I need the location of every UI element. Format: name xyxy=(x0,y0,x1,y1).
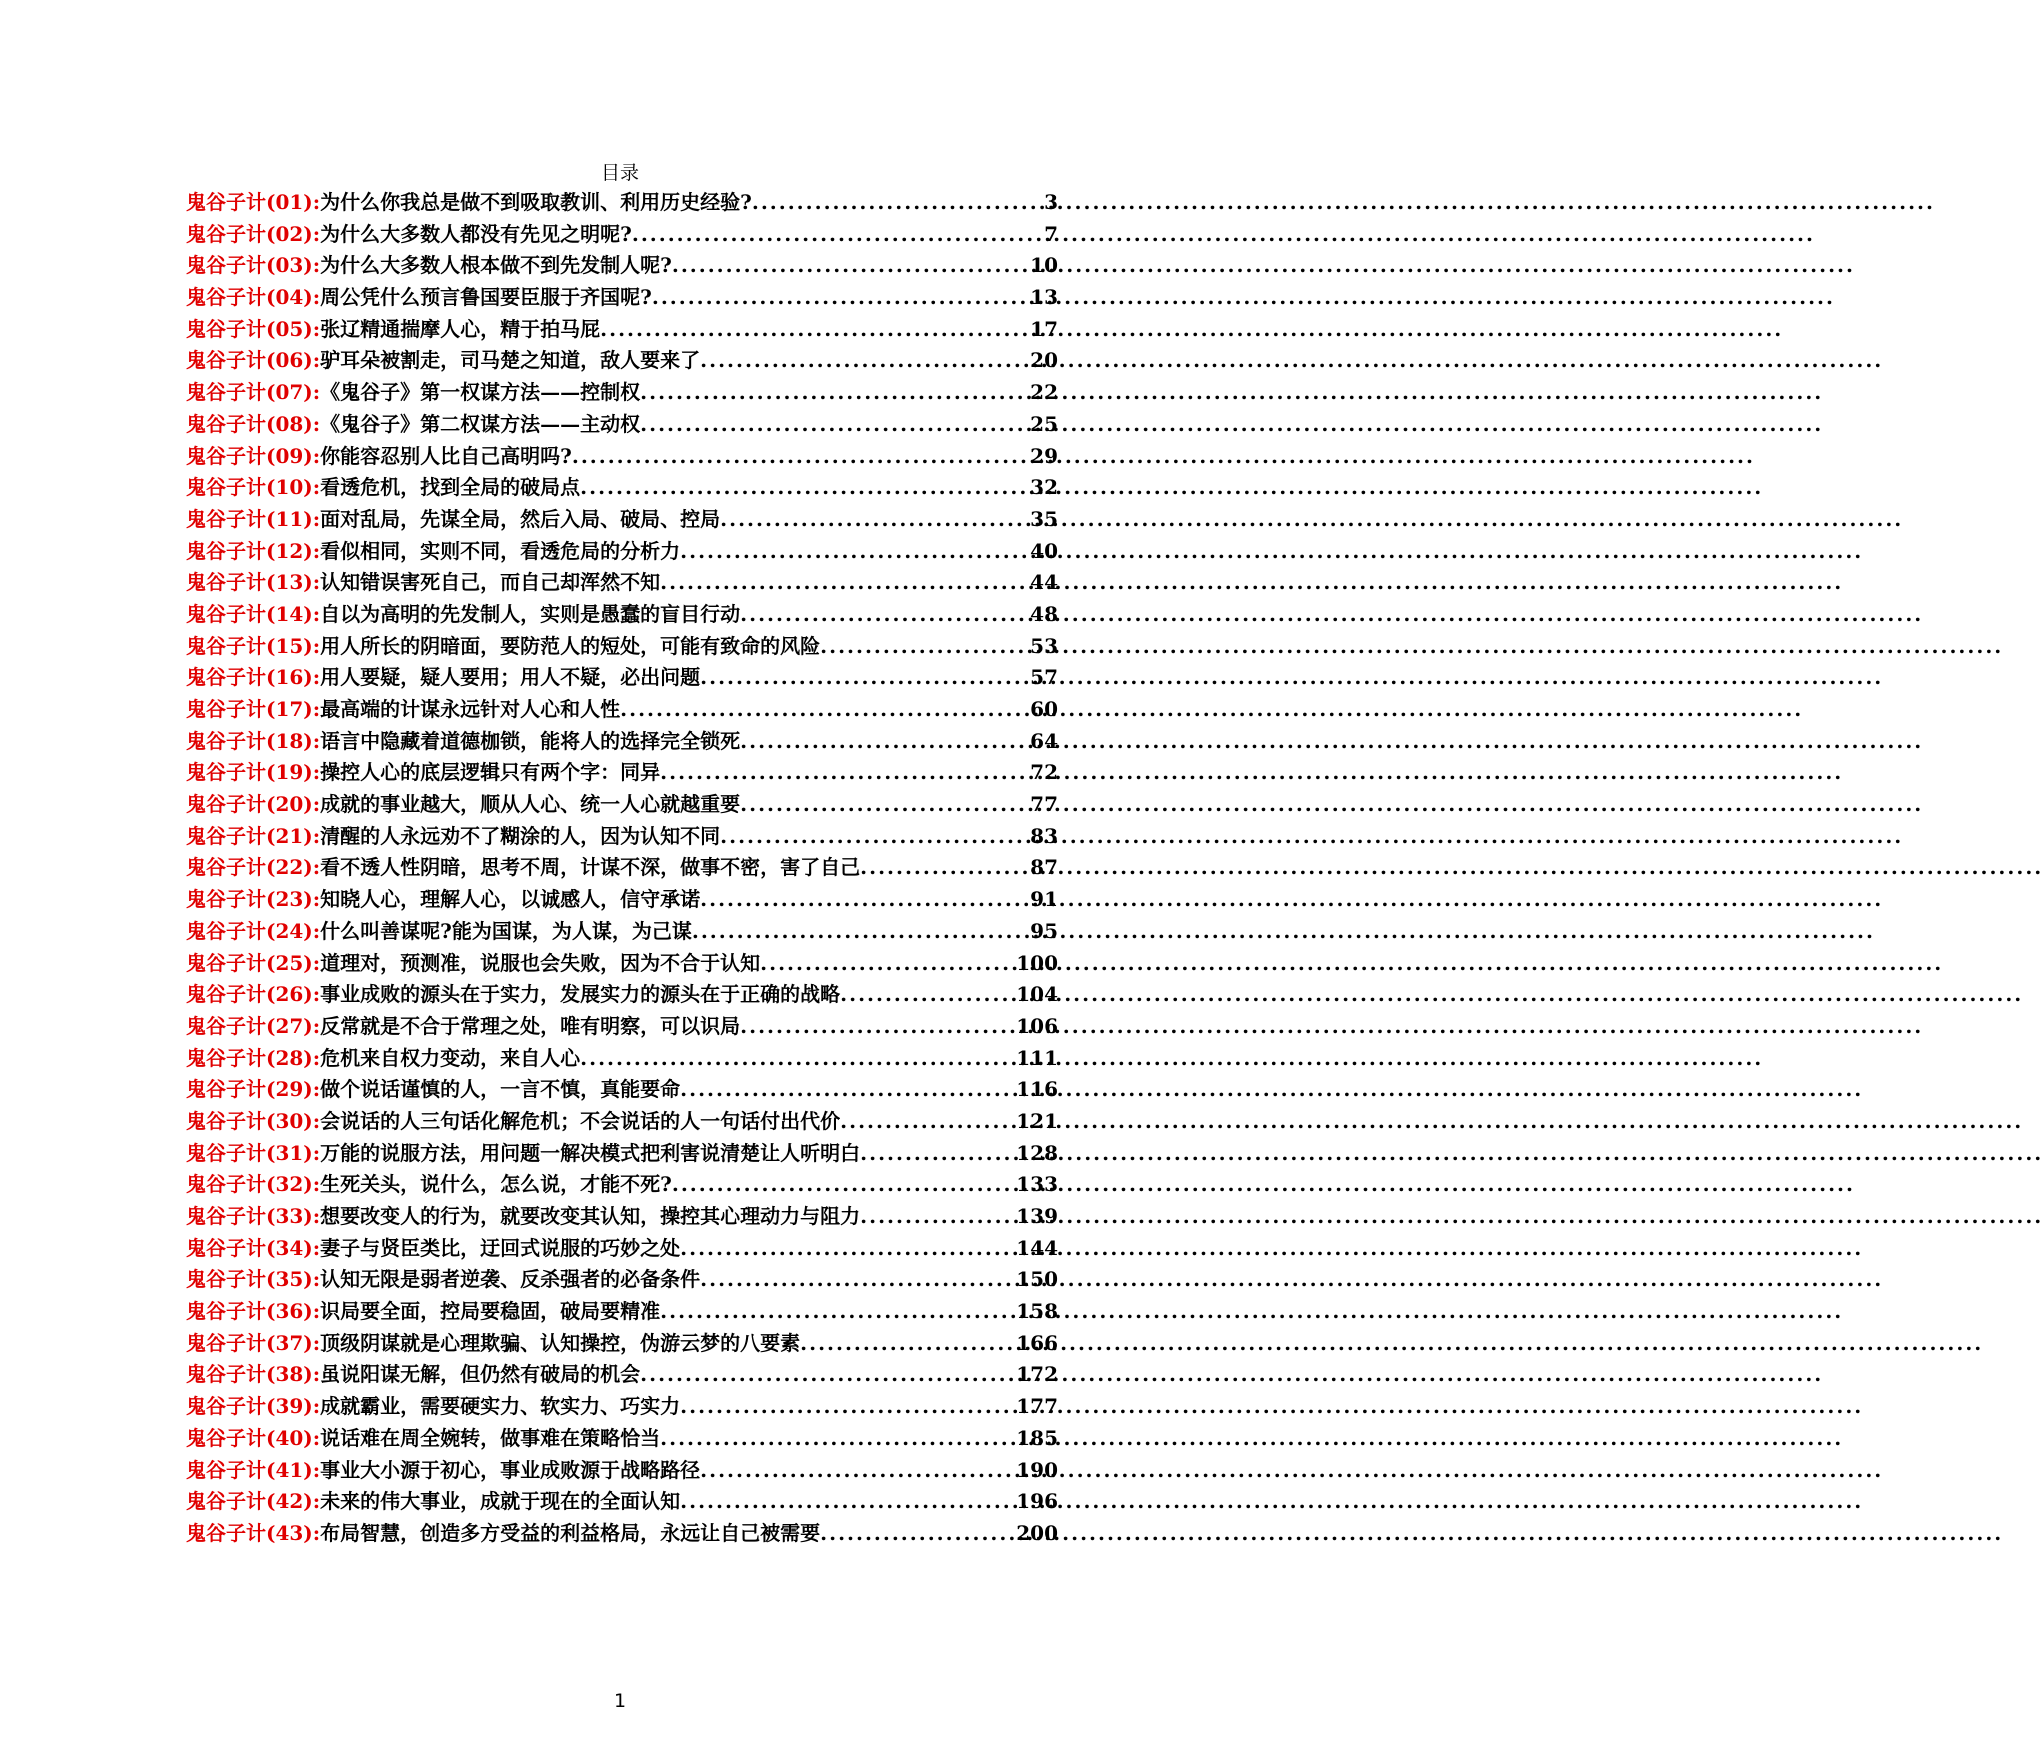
toc-entry-title: 会说话的人三句话化解危机；不会说话的人一句话付出代价 xyxy=(320,1108,841,1133)
toc-entry-title: 用人所长的阴暗面，要防范人的短处，可能有致命的风险 xyxy=(320,633,821,658)
toc-leader-dots xyxy=(840,982,1016,1006)
toc-leader-dots xyxy=(700,1267,1016,1291)
toc-leader-dots xyxy=(700,665,1030,689)
toc-leader-dots xyxy=(640,380,1030,404)
toc-entry-title: 虽说阳谋无解，但仍然有破局的机会 xyxy=(320,1362,641,1387)
toc-entry-prefix: 鬼谷子计(18): xyxy=(186,728,321,753)
toc-entry-page-number: 20 xyxy=(1030,348,1058,373)
toc-entry-title: 知晓人心，理解人心，以诚感人，信守承诺 xyxy=(320,887,701,912)
toc-entry-prefix: 鬼谷子计(29): xyxy=(186,1077,321,1102)
toc-leader-dots xyxy=(700,1458,1016,1482)
toc-entry-page-number: 144 xyxy=(1016,1235,1058,1260)
toc-leader-dots xyxy=(680,1489,1016,1513)
toc-entry-prefix: 鬼谷子计(12): xyxy=(186,538,321,563)
toc-entry[interactable] xyxy=(186,883,1058,915)
toc-entry-title: 妻子与贤臣类比，迂回式说服的巧妙之处 xyxy=(320,1235,681,1260)
toc-entry-title: 危机来自权力变动，来自人心 xyxy=(320,1045,581,1070)
toc-entry-title: 万能的说服方法，用问题一解决模式把利害说清楚让人听明白 xyxy=(320,1140,861,1165)
toc-entry-page-number: 48 xyxy=(1030,601,1058,626)
toc-entry-page-number: 166 xyxy=(1016,1330,1058,1355)
toc-entry[interactable] xyxy=(186,915,1058,947)
toc-entry-prefix: 鬼谷子计(24): xyxy=(186,918,321,943)
toc-entry-prefix: 鬼谷子计(11): xyxy=(186,506,321,531)
toc-leader-dots xyxy=(720,507,1030,531)
toc-entry-page-number: 40 xyxy=(1030,538,1058,563)
toc-leader-dots xyxy=(680,1236,1016,1260)
toc-entry[interactable] xyxy=(186,1137,1058,1169)
toc-entry[interactable] xyxy=(186,376,1058,408)
toc-entry[interactable] xyxy=(186,408,1058,440)
toc-entry-prefix: 鬼谷子计(35): xyxy=(186,1267,321,1292)
toc-entry-page-number: 35 xyxy=(1030,506,1058,531)
toc-entry-page-number: 29 xyxy=(1030,443,1058,468)
toc-entry-title: 顶级阴谋就是心理欺骗、认知操控，伪游云梦的八要素 xyxy=(320,1330,801,1355)
toc-entry-page-number: 57 xyxy=(1030,665,1058,690)
toc-entry[interactable] xyxy=(186,1168,1058,1200)
toc-entry[interactable] xyxy=(186,1358,1058,1390)
toc-entry-prefix: 鬼谷子计(37): xyxy=(186,1330,321,1355)
toc-entry[interactable] xyxy=(186,218,1058,250)
toc-leader-dots xyxy=(752,190,1044,214)
table-of-contents xyxy=(186,186,1058,1549)
toc-entry[interactable] xyxy=(186,1390,1058,1422)
toc-leader-dots xyxy=(692,919,1030,943)
toc-entry-page-number: 60 xyxy=(1030,697,1058,721)
toc-leader-dots xyxy=(700,887,1030,911)
toc-entry-page-number: 196 xyxy=(1016,1489,1058,1514)
toc-entry-title: 为什么大多数人根本做不到先发制人呢? xyxy=(320,253,672,278)
toc-entry-page-number: 121 xyxy=(1016,1108,1058,1133)
toc-entry-title: 识局要全面，控局要稳固，破局要精准 xyxy=(320,1299,661,1324)
toc-entry-prefix: 鬼谷子计(06): xyxy=(186,348,321,373)
toc-entry[interactable] xyxy=(186,788,1058,820)
toc-entry-prefix: 鬼谷子计(04): xyxy=(186,285,321,310)
toc-entry-title: 事业大小源于初心，事业成败源于战略路径 xyxy=(320,1457,701,1482)
toc-entry-page-number: 32 xyxy=(1030,475,1058,500)
toc-entry-title: 操控人心的底层逻辑只有两个字：同异 xyxy=(320,760,661,785)
toc-entry-page-number: 25 xyxy=(1030,411,1058,436)
toc-entry-prefix: 鬼谷子计(20): xyxy=(186,792,321,817)
toc-entry[interactable] xyxy=(186,281,1058,313)
toc-entry-title: 反常就是不合于常理之处，唯有明察，可以识局 xyxy=(320,1013,741,1038)
toc-leader-dots xyxy=(740,729,1030,753)
toc-entry-title: 看似相同，实则不同，看透危局的分析力 xyxy=(320,538,681,563)
toc-entry-page-number: 133 xyxy=(1016,1172,1058,1197)
toc-entry-page-number: 116 xyxy=(1016,1077,1058,1102)
toc-leader-dots xyxy=(820,1521,1016,1545)
toc-entry-title: 看透危机，找到全局的破局点 xyxy=(320,475,581,500)
toc-entry[interactable] xyxy=(186,1517,1058,1549)
toc-entry-page-number: 77 xyxy=(1030,792,1058,817)
toc-leader-dots xyxy=(680,1394,1016,1418)
toc-entry-prefix: 鬼谷子计(16): xyxy=(186,665,321,690)
toc-entry-title: 周公凭什么预言鲁国要臣服于齐国呢? xyxy=(320,285,652,310)
toc-entry-page-number: 150 xyxy=(1016,1267,1058,1292)
toc-entry-title: 布局智慧，创造多方受益的利益格局，永远让自己被需要 xyxy=(320,1520,821,1545)
toc-entry-title: 《鬼谷子》第一权谋方法——控制权 xyxy=(320,380,641,405)
toc-entry-title: 认知错误害死自己，而自己却浑然不知 xyxy=(320,570,661,595)
toc-leader-dots xyxy=(660,1299,1016,1323)
toc-entry-prefix: 鬼谷子计(13): xyxy=(186,570,321,595)
toc-entry[interactable] xyxy=(186,1454,1058,1486)
toc-entry-title: 成就霸业，需要硬实力、软实力、巧实力 xyxy=(320,1394,681,1419)
page-number: 1 xyxy=(613,1690,627,1712)
toc-leader-dots xyxy=(720,824,1030,848)
toc-entry-page-number: 158 xyxy=(1016,1299,1058,1324)
toc-entry-title: 事业成败的源头在于实力，发展实力的源头在于正确的战略 xyxy=(320,982,841,1007)
toc-entry-title: 语言中隐藏着道德枷锁，能将人的选择完全锁死 xyxy=(320,728,741,753)
toc-entry-title: 最高端的计谋永远针对人心和人性 xyxy=(320,697,621,721)
toc-entry[interactable] xyxy=(186,440,1058,472)
toc-entry-prefix: 鬼谷子计(19): xyxy=(186,760,321,785)
toc-leader-dots xyxy=(580,1046,1016,1070)
toc-entry[interactable] xyxy=(186,693,1058,725)
toc-entry-prefix: 鬼谷子计(15): xyxy=(186,633,321,658)
toc-entry-page-number: 106 xyxy=(1016,1013,1058,1038)
toc-entry[interactable] xyxy=(186,566,1058,598)
toc-entry-prefix: 鬼谷子计(02): xyxy=(186,221,321,246)
toc-leader-dots xyxy=(652,285,1030,309)
toc-entry[interactable] xyxy=(186,1485,1058,1517)
toc-leader-dots xyxy=(700,348,1030,372)
toc-entry-page-number: 87 xyxy=(1030,855,1058,880)
toc-entry-page-number: 13 xyxy=(1030,285,1058,310)
toc-entry-page-number: 10 xyxy=(1030,253,1058,278)
toc-leader-dots xyxy=(800,1331,1016,1355)
toc-entry-page-number: 172 xyxy=(1016,1362,1058,1387)
toc-entry-prefix: 鬼谷子计(41): xyxy=(186,1457,321,1482)
toc-entry[interactable] xyxy=(186,630,1058,662)
toc-entry-title: 成就的事业越大，顺从人心、统一人心就越重要 xyxy=(320,792,741,817)
toc-leader-dots xyxy=(740,792,1030,816)
toc-leader-dots xyxy=(740,1014,1016,1038)
toc-entry-title: 认知无限是弱者逆袭、反杀强者的必备条件 xyxy=(320,1267,701,1292)
toc-leader-dots xyxy=(820,634,1030,658)
toc-entry-page-number: 91 xyxy=(1030,887,1058,912)
toc-entry-page-number: 185 xyxy=(1016,1425,1058,1450)
toc-entry[interactable] xyxy=(186,313,1058,345)
toc-entry-title: 什么叫善谋呢?能为国谋，为人谋，为己谋 xyxy=(320,918,692,943)
toc-entry[interactable] xyxy=(186,725,1058,757)
toc-entry[interactable] xyxy=(186,471,1058,503)
toc-entry-title: 为什么大多数人都没有先见之明呢? xyxy=(320,221,632,246)
toc-entry[interactable] xyxy=(186,978,1058,1010)
toc-entry-page-number: 17 xyxy=(1030,316,1058,341)
toc-entry-page-number: 104 xyxy=(1016,982,1058,1007)
toc-entry-title: 为什么你我总是做不到吸取教训、利用历史经验? xyxy=(320,190,752,214)
toc-entry-title: 说话难在周全婉转，做事难在策略恰当 xyxy=(320,1425,661,1450)
toc-leader-dots xyxy=(840,1109,1016,1133)
toc-entry-page-number: 177 xyxy=(1016,1394,1058,1419)
toc-entry[interactable] xyxy=(186,249,1058,281)
toc-entry[interactable] xyxy=(186,598,1058,630)
toc-leader-dots xyxy=(680,539,1030,563)
toc-entry-prefix: 鬼谷子计(10): xyxy=(186,475,321,500)
toc-leader-dots xyxy=(640,412,1030,436)
toc-entry-prefix: 鬼谷子计(25): xyxy=(186,950,321,975)
toc-leader-dots xyxy=(672,1172,1016,1196)
toc-entry-prefix: 鬼谷子计(36): xyxy=(186,1299,321,1324)
toc-entry[interactable] xyxy=(186,1327,1058,1359)
toc-entry-prefix: 鬼谷子计(03): xyxy=(186,253,321,278)
toc-entry-prefix: 鬼谷子计(39): xyxy=(186,1394,321,1419)
toc-entry[interactable] xyxy=(186,947,1058,979)
toc-entry-title: 面对乱局，先谋全局，然后入局、破局、控局 xyxy=(320,506,721,531)
toc-entry-page-number: 190 xyxy=(1016,1457,1058,1482)
toc-entry-title: 你能容忍别人比自己高明吗? xyxy=(320,443,572,468)
toc-entry[interactable] xyxy=(186,1200,1058,1232)
toc-leader-dots xyxy=(760,951,1016,975)
toc-entry-prefix: 鬼谷子计(28): xyxy=(186,1045,321,1070)
toc-entry[interactable] xyxy=(186,1010,1058,1042)
toc-entry-page-number: 53 xyxy=(1030,633,1058,658)
toc-entry-prefix: 鬼谷子计(33): xyxy=(186,1204,321,1228)
toc-entry-page-number: 64 xyxy=(1030,728,1058,753)
toc-leader-dots xyxy=(572,444,1030,468)
toc-leader-dots xyxy=(660,570,1030,594)
toc-entry[interactable] xyxy=(186,186,1058,218)
toc-entry[interactable] xyxy=(186,1295,1058,1327)
toc-leader-dots xyxy=(672,253,1030,277)
toc-leader-dots xyxy=(632,222,1044,246)
toc-entry[interactable] xyxy=(186,1042,1058,1074)
toc-entry-prefix: 鬼谷子计(17): xyxy=(186,697,321,721)
toc-entry-page-number: 200 xyxy=(1016,1520,1058,1545)
toc-entry-page-number: 22 xyxy=(1030,380,1058,405)
toc-leader-dots xyxy=(860,1204,1016,1228)
toc-entry[interactable] xyxy=(186,1422,1058,1454)
toc-entry-title: 驴耳朵被割走，司马楚之知道，敌人要来了 xyxy=(320,348,701,373)
toc-entry-prefix: 鬼谷子计(43): xyxy=(186,1520,321,1545)
toc-entry[interactable] xyxy=(186,851,1058,883)
toc-entry[interactable] xyxy=(186,1263,1058,1295)
toc-entry[interactable] xyxy=(186,820,1058,852)
toc-entry-title: 清醒的人永远劝不了糊涂的人，因为认知不同 xyxy=(320,823,721,848)
toc-entry-title: 看不透人性阴暗，思考不周，计谋不深，做事不密，害了自己 xyxy=(320,855,861,880)
toc-entry-page-number: 128 xyxy=(1016,1140,1058,1165)
toc-entry-prefix: 鬼谷子计(30): xyxy=(186,1108,321,1133)
toc-entry-prefix: 鬼谷子计(09): xyxy=(186,443,321,468)
toc-entry-prefix: 鬼谷子计(31): xyxy=(186,1140,321,1165)
toc-leader-dots xyxy=(680,1077,1016,1101)
toc-entry-title: 做个说话谨慎的人，一言不慎，真能要命 xyxy=(320,1077,681,1102)
toc-leader-dots xyxy=(860,1141,1016,1165)
toc-entry-title: 道理对，预测准，说服也会失败，因为不合于认知 xyxy=(320,950,761,975)
toc-entry[interactable] xyxy=(186,1232,1058,1264)
toc-entry-prefix: 鬼谷子计(26): xyxy=(186,982,321,1007)
toc-entry-title: 自以为高明的先发制人，实则是愚蠢的盲目行动 xyxy=(320,601,741,626)
toc-entry[interactable] xyxy=(186,344,1058,376)
toc-entry-prefix: 鬼谷子计(21): xyxy=(186,823,321,848)
toc-entry-title: 张辽精通揣摩人心，精于拍马屁 xyxy=(320,316,601,341)
toc-entry-title: 《鬼谷子》第二权谋方法——主动权 xyxy=(320,411,641,436)
toc-leader-dots xyxy=(660,760,1030,784)
toc-entry-page-number: 139 xyxy=(1016,1204,1058,1228)
toc-entry-page-number: 7 xyxy=(1044,221,1058,246)
toc-entry-title: 未来的伟大事业，成就于现在的全面认知 xyxy=(320,1489,681,1514)
toc-entry-prefix: 鬼谷子计(40): xyxy=(186,1425,321,1450)
toc-leader-dots xyxy=(860,855,1030,879)
toc-leader-dots xyxy=(740,602,1030,626)
toc-entry-prefix: 鬼谷子计(38): xyxy=(186,1362,321,1387)
toc-entry-prefix: 鬼谷子计(14): xyxy=(186,601,321,626)
toc-entry-prefix: 鬼谷子计(07): xyxy=(186,380,321,405)
toc-entry-page-number: 44 xyxy=(1030,570,1058,595)
toc-entry-prefix: 鬼谷子计(01): xyxy=(186,190,321,214)
toc-entry-prefix: 鬼谷子计(32): xyxy=(186,1172,321,1197)
toc-leader-dots xyxy=(640,1362,1016,1386)
toc-entry-title: 生死关头，说什么，怎么说，才能不死? xyxy=(320,1172,672,1197)
toc-entry-page-number: 72 xyxy=(1030,760,1058,785)
toc-leader-dots xyxy=(660,1426,1016,1450)
toc-entry-prefix: 鬼谷子计(23): xyxy=(186,887,321,912)
toc-entry-page-number: 95 xyxy=(1030,918,1058,943)
toc-entry[interactable] xyxy=(186,1105,1058,1137)
toc-entry-title: 用人要疑，疑人要用；用人不疑，必出问题 xyxy=(320,665,701,690)
toc-entry[interactable] xyxy=(186,1073,1058,1105)
toc-entry[interactable] xyxy=(186,535,1058,567)
toc-entry-prefix: 鬼谷子计(22): xyxy=(186,855,321,880)
toc-entry-page-number: 100 xyxy=(1016,950,1058,975)
toc-entry[interactable] xyxy=(186,756,1058,788)
toc-entry-prefix: 鬼谷子计(42): xyxy=(186,1489,321,1514)
toc-entry-prefix: 鬼谷子计(08): xyxy=(186,411,321,436)
toc-entry[interactable] xyxy=(186,661,1058,693)
toc-entry-title: 想要改变人的行为，就要改变其认知，操控其心理动力与阻力 xyxy=(320,1204,861,1228)
toc-entry-prefix: 鬼谷子计(27): xyxy=(186,1013,321,1038)
toc-entry-page-number: 83 xyxy=(1030,823,1058,848)
toc-entry-prefix: 鬼谷子计(34): xyxy=(186,1235,321,1260)
toc-entry-prefix: 鬼谷子计(05): xyxy=(186,316,321,341)
toc-leader-dots xyxy=(580,475,1030,499)
toc-leader-dots xyxy=(600,317,1030,341)
toc-entry-page-number: 3 xyxy=(1044,190,1058,214)
toc-leader-dots xyxy=(620,697,1030,721)
page-title: 目录 xyxy=(600,162,639,184)
toc-entry[interactable] xyxy=(186,503,1058,535)
toc-entry-page-number: 111 xyxy=(1016,1045,1058,1070)
